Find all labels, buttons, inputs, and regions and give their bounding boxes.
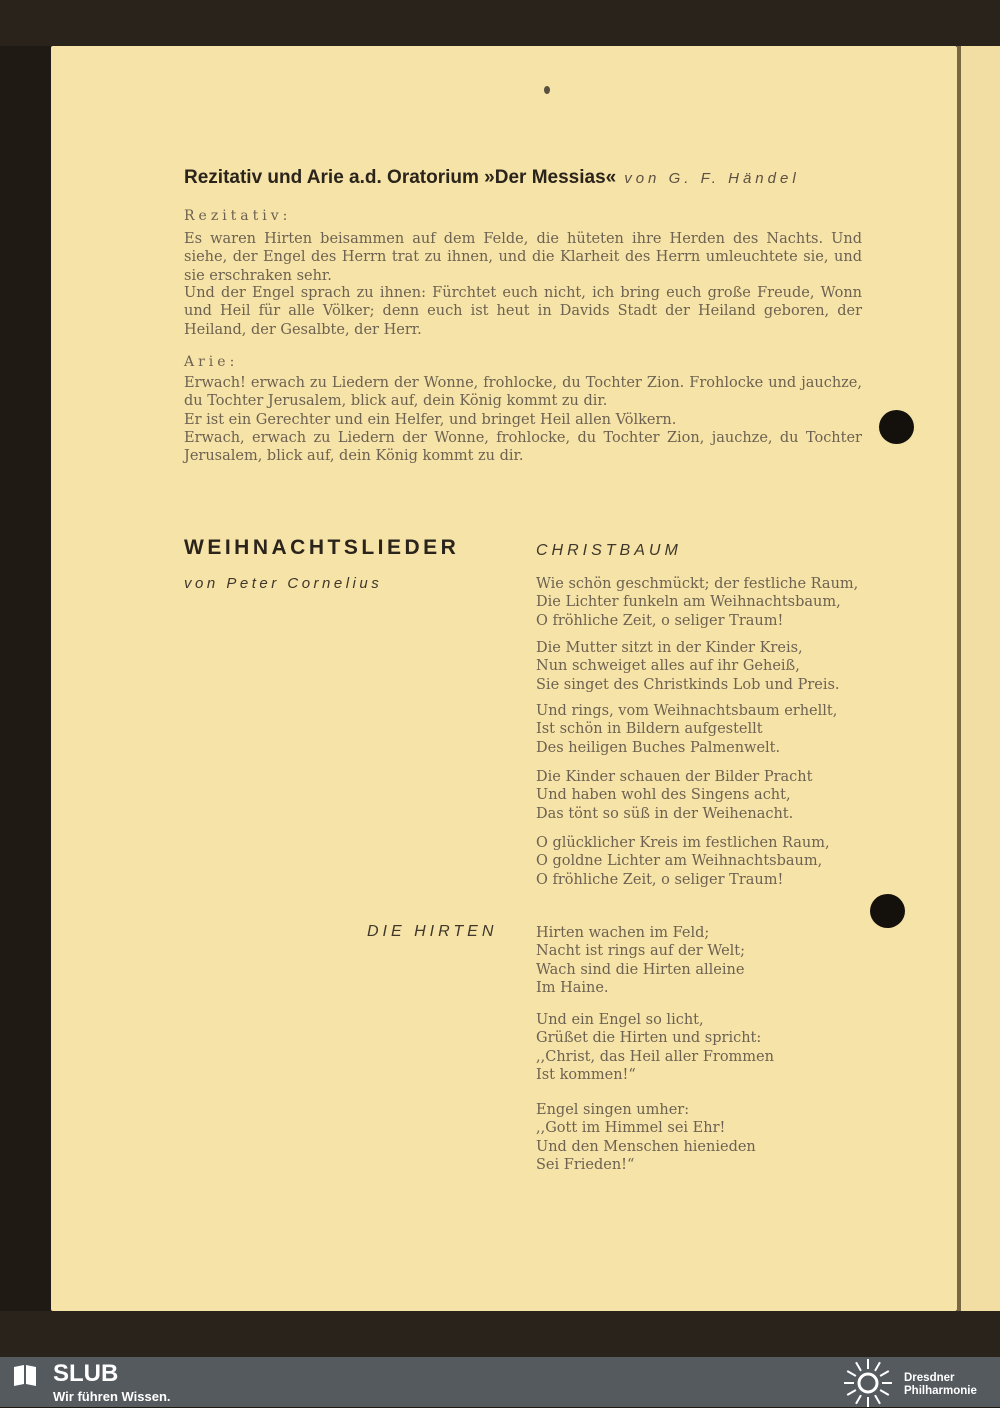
scan-background-top (0, 0, 1000, 46)
christbaum-stanza (536, 639, 876, 694)
slub-tagline: Wir führen Wissen. (53, 1389, 171, 1404)
verse-line: Nacht ist rings auf der Welt; (536, 943, 745, 960)
philharmonie-name (904, 1372, 977, 1398)
verse-line: ,,Gott im Himmel sei Ehr! (536, 1120, 726, 1137)
hirten-title: DIE HIRTEN (367, 923, 498, 940)
verse-line: O fröhliche Zeit, o seliger Traum! (536, 871, 784, 888)
oratorio-composer: von G. F. Händel (624, 170, 800, 187)
philharmonie-name-line-2: Philharmonie (904, 1385, 977, 1397)
philharmonie-name-line-1: Dresdner (904, 1372, 955, 1384)
christmas-songs-composer: von Peter Cornelius (184, 575, 383, 592)
philharmonie-logo-icon[interactable] (843, 1358, 893, 1408)
verse-line: Sie singet des Christkinds Lob und Preis. (536, 676, 840, 693)
verse-line: Ist schön in Bildern aufgestellt (536, 721, 763, 738)
aria-paragraph-3: Erwach, erwach zu Liedern der Wonne, frohlocke, du Tochter Zion, jauchze, du Tochter Jerusalem, blick auf, dein König kommt zu dir. (184, 430, 862, 465)
hirten-stanza (536, 1101, 876, 1174)
verse-line: Grüßet die Hirten und spricht: (536, 1030, 762, 1047)
verse-line: Engel singen umher: (536, 1102, 690, 1118)
verse-line: Hirten wachen im Feld; (536, 925, 710, 941)
slub-book-icon (12, 1362, 38, 1388)
oratorio-title-text: Rezitativ und Arie a.d. Oratorium »Der Messias« (184, 167, 617, 188)
verse-line: O fröhliche Zeit, o seliger Traum! (536, 612, 784, 629)
christbaum-stanza (536, 702, 876, 757)
verse-line: Des heiligen Buches Palmenwelt. (536, 739, 781, 756)
scan-background-bottom (0, 1311, 1000, 1357)
slub-logo-text[interactable]: SLUB (53, 1360, 119, 1387)
verse-line: Und den Menschen hienieden (536, 1138, 756, 1155)
aria-paragraph-2: Er ist ein Gerechter und ein Helfer, und bringet Heil allen Völkern. (184, 412, 677, 428)
christbaum-stanza (536, 575, 876, 630)
christbaum-title: CHRISTBAUM (536, 542, 682, 559)
christbaum-stanza (536, 768, 876, 823)
punch-hole-lower (870, 894, 905, 928)
verse-line: O goldne Lichter am Weihnachtsbaum, (536, 853, 823, 870)
christbaum-stanza (536, 834, 876, 889)
verse-line: Die Kinder schauen der Bilder Pracht (536, 769, 813, 785)
verse-line: Die Lichter funkeln am Weihnachtsbaum, (536, 594, 841, 611)
verse-line: Ist kommen!“ (536, 1066, 636, 1083)
verse-line: Die Mutter sitzt in der Kinder Kreis, (536, 640, 803, 656)
recitative-label: Rezitativ: (184, 208, 292, 224)
oratorio-title (184, 167, 800, 189)
verse-line: Wie schön geschmückt; der festliche Raum, (536, 576, 859, 592)
recitative-paragraph-1: Es waren Hirten beisammen auf dem Felde, die hüteten ihre Herden des Nachts. Und siehe, der Engel des Herrn trat zu ihnen, und die Klarheit des Herrn umleuchtete sie, und sie erschraken sehr. (184, 231, 862, 284)
verse-line: O glücklicher Kreis im festlichen Raum, (536, 835, 830, 851)
hirten-stanza (536, 1011, 876, 1084)
punch-hole-upper (879, 410, 914, 444)
verse-line: Nun schweiget alles auf ihr Geheiß, (536, 658, 800, 675)
aria-paragraph-1: Erwach! erwach zu Liedern der Wonne, frohlocke, du Tochter Zion. Frohlocke und jauchze, du Tochter Jerusalem, blick auf, dein König kommt zu dir. (184, 375, 862, 410)
verse-line: Das tönt so süß in der Weihenacht. (536, 805, 794, 822)
verse-line: Und haben wohl des Singens acht, (536, 787, 791, 804)
verse-line: ,,Christ, das Heil aller Frommen (536, 1048, 774, 1065)
next-page-edge (961, 46, 1000, 1311)
paper-speck (544, 86, 550, 94)
hirten-stanza (536, 924, 876, 997)
verse-line: Sei Frieden!“ (536, 1156, 635, 1173)
aria-label: Arie: (184, 354, 239, 370)
verse-line: Wach sind die Hirten alleine (536, 961, 745, 978)
verse-line: Im Haine. (536, 979, 609, 996)
verse-line: Und rings, vom Weihnachtsbaum erhellt, (536, 703, 838, 719)
christmas-songs-heading: WEIHNACHTSLIEDER (184, 536, 460, 559)
recitative-paragraph-2: Und der Engel sprach zu ihnen: Fürchtet euch nicht, ich bring euch große Freude, Wonn und Heil für alle Völker; denn euch ist heut in Davids Stadt der Heiland geboren, der Heiland, der Gesalbte, der Herr. (184, 285, 862, 338)
verse-line: Und ein Engel so licht, (536, 1012, 704, 1028)
